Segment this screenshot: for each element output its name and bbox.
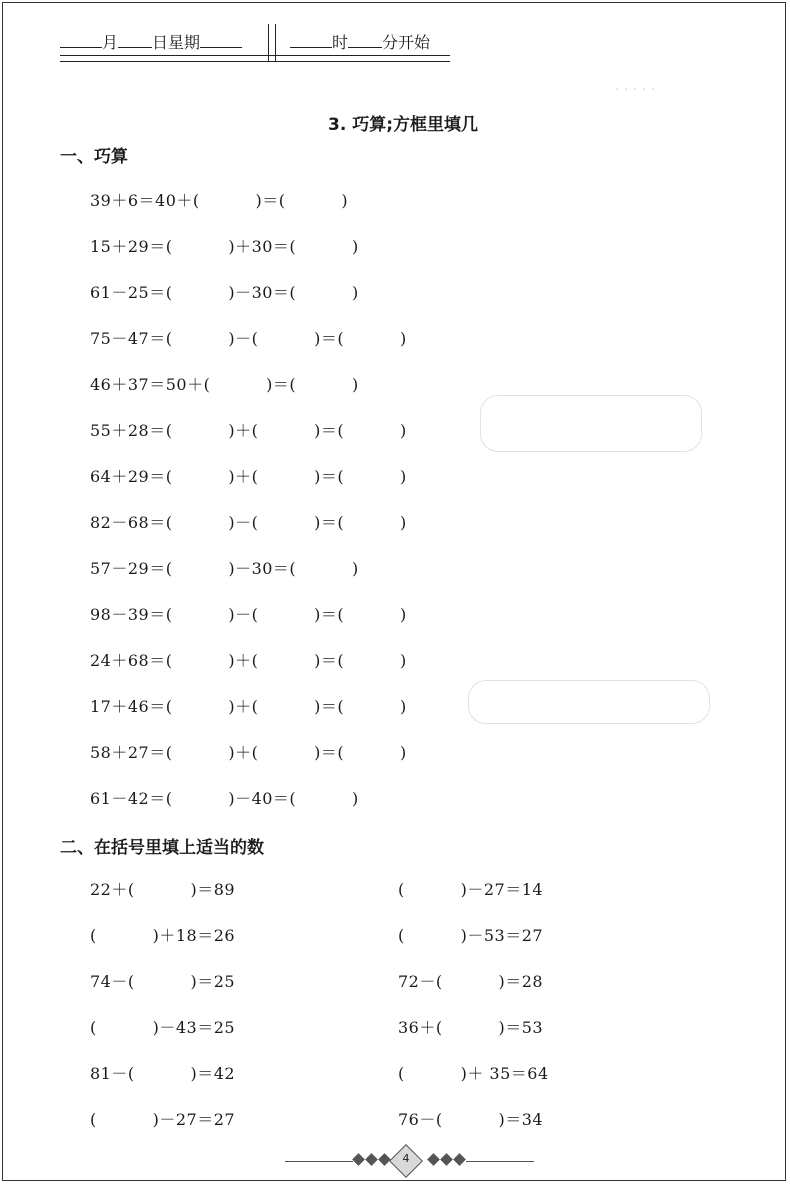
fill-blank-item: 76－( )＝34 [398,1110,544,1129]
date-field [60,30,242,53]
problem-item: 61－42＝( )－40＝( ) [90,789,359,808]
fill-blank-item: ( )－27＝27 [90,1110,236,1129]
problem-item: 57－29＝( )－30＝( ) [90,559,359,578]
fill-blank-item: ( )－53＝27 [398,926,544,945]
fill-blank-item: ( )－27＝14 [398,880,544,899]
problem-item: 98－39＝( )－( )＝( ) [90,605,407,624]
header-divider [275,24,276,62]
problem-item: 75－47＝( )－( )＝( ) [90,329,407,348]
minute-start-label: 分开始 [382,33,431,52]
bleed-through-box [468,680,710,724]
page-frame [2,2,786,1181]
section-heading: 一、巧算 [60,147,128,167]
header-divider [268,24,269,62]
month-label: 月 [102,33,119,52]
problem-item: 24＋68＝( )＋( )＝( ) [90,651,407,670]
minute-blank[interactable] [348,33,382,48]
page-number: 4 [402,1152,410,1165]
fill-blank-item: 22＋( )＝89 [90,880,236,899]
problem-item: 46＋37＝50＋( )＝( ) [90,375,359,394]
header-rule-bottom [60,61,450,62]
bleed-through-box [480,395,702,452]
footer-rule-left [285,1161,353,1162]
hour-label: 时 [332,33,349,52]
hour-blank[interactable] [290,33,332,48]
bleed-through-text: · · · · · [615,82,656,98]
problem-item: 64＋29＝( )＋( )＝( ) [90,467,407,486]
section-heading: 二、在括号里填上适当的数 [60,838,264,858]
problem-item: 39＋6＝40＋( )＝( ) [90,191,349,210]
page-title: 3. 巧算;方框里填几 [328,115,479,135]
day-weekday-label: 日星期 [152,33,201,52]
problem-item: 82－68＝( )－( )＝( ) [90,513,407,532]
fill-blank-item: 36＋( )＝53 [398,1018,544,1037]
weekday-blank[interactable] [200,33,242,48]
problem-item: 15＋29＝( )＋30＝( ) [90,237,359,256]
fill-blank-item: 74－( )＝25 [90,972,236,991]
fill-blank-item: 81－( )＝42 [90,1064,236,1083]
header-rule-top [60,55,450,56]
start-time-field [290,30,430,53]
day-blank[interactable] [118,33,152,48]
fill-blank-item: ( )＋ 35＝64 [398,1064,549,1083]
fill-blank-item: ( )＋18＝26 [90,926,236,945]
fill-blank-item: 72－( )＝28 [398,972,544,991]
month-blank[interactable] [60,33,102,48]
problem-item: 17＋46＝( )＋( )＝( ) [90,697,407,716]
problem-item: 58＋27＝( )＋( )＝( ) [90,743,407,762]
problem-item: 55＋28＝( )＋( )＝( ) [90,421,407,440]
problem-item: 61－25＝( )－30＝( ) [90,283,359,302]
footer-rule-right [466,1161,534,1162]
fill-blank-item: ( )－43＝25 [90,1018,236,1037]
